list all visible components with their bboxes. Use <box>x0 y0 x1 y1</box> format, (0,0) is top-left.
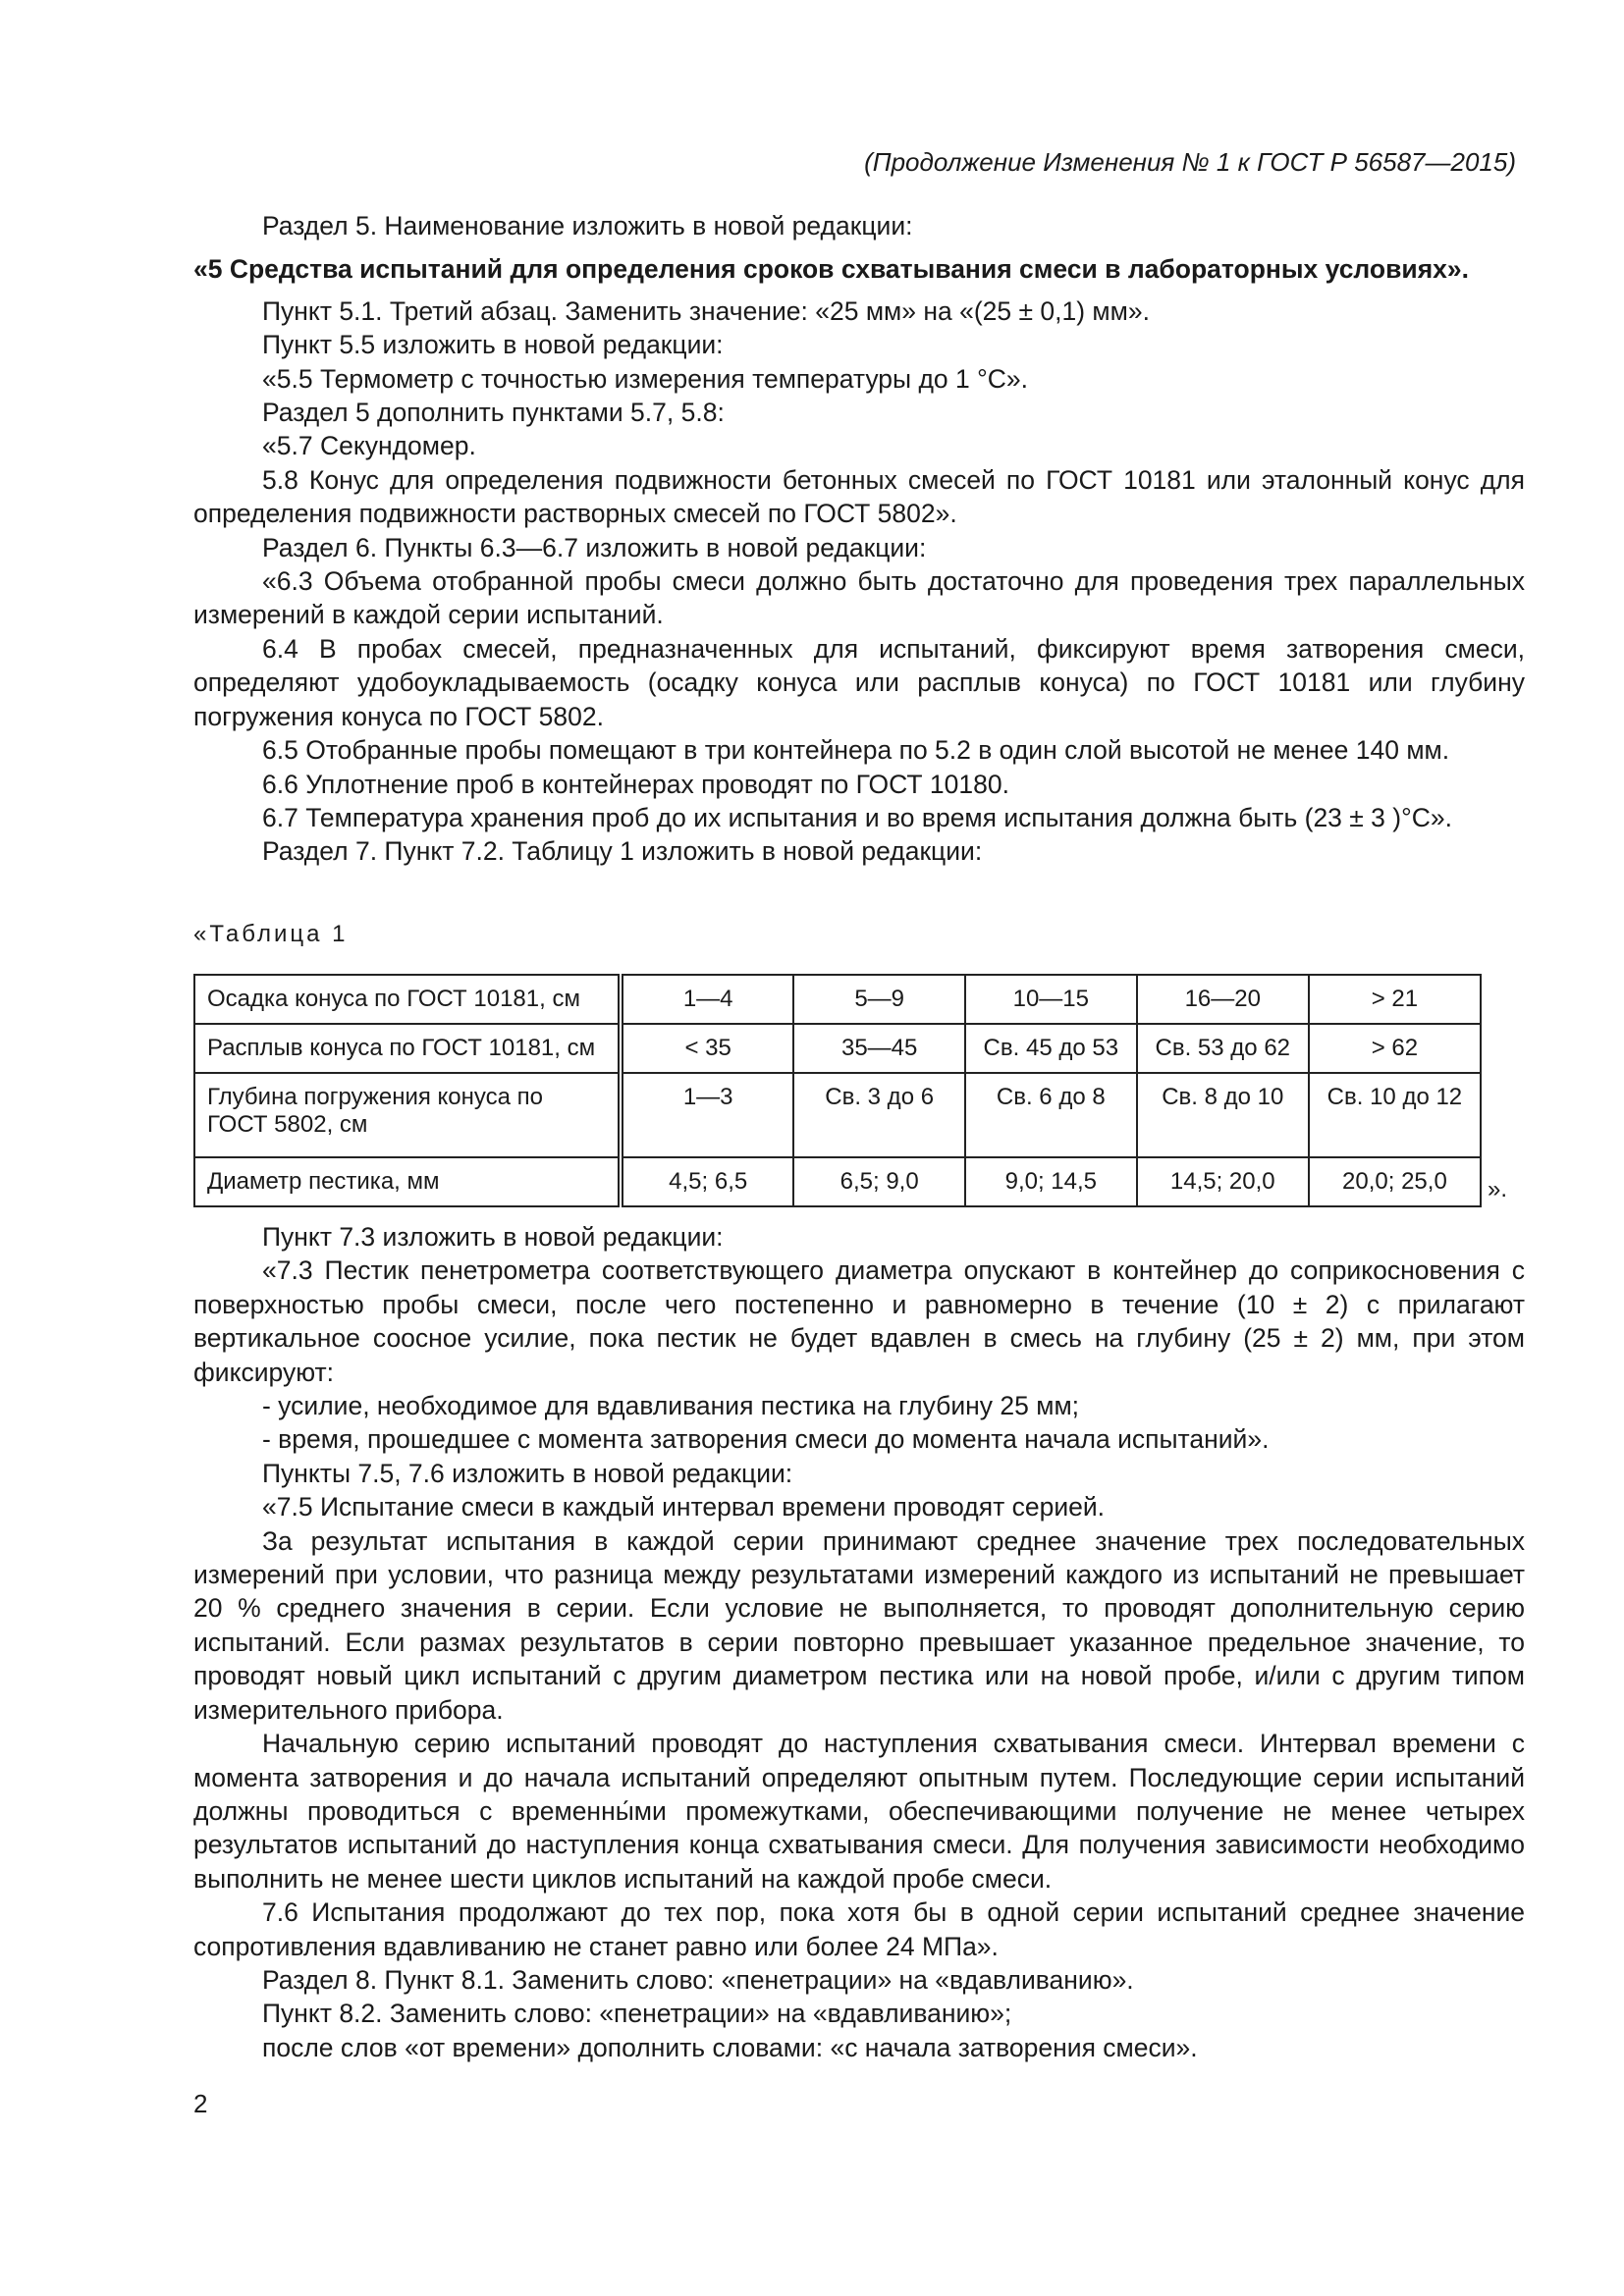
paragraph: после слов «от времени» дополнить словами: «с начала затворения смеси». <box>262 2032 1198 2062</box>
table-cell: 10—15 <box>965 975 1137 1024</box>
paragraph: «7.3 Пестик пенетрометра соответствующего диаметра опускают в контейнер до соприкосновения с поверхностью пробы смеси, после чего постепенно и равномерно в течение (10 ± 2) с прилагают вертикальное соосное усилие, пока пестик не будет вдавлен в смесь на глубину (25 ± 2) мм, при этом фиксируют: <box>193 1255 1525 1387</box>
table-cell: 1—4 <box>621 975 793 1024</box>
table-row <box>194 1157 1481 1206</box>
paragraph: «7.5 Испытание смеси в каждый интервал времени проводят серией. <box>262 1492 1106 1522</box>
paragraph: 6.5 Отобранные пробы помещают в три контейнера по 5.2 в один слой высотой не менее 140 мм. <box>262 735 1450 766</box>
paragraph: Пункт 7.3 изложить в новой редакции: <box>262 1222 724 1252</box>
table-row <box>194 1073 1481 1157</box>
paragraph: Пункт 5.1. Третий абзац. Заменить значение: «25 мм» на «(25 ± 0,1) мм». <box>262 295 1150 326</box>
paragraph: 7.6 Испытания продолжают до тех пор, пока хотя бы в одной серии испытаний среднее значение сопротивления вдавливанию не станет равно или более 24 МПа». <box>193 1897 1525 1961</box>
table-cell: 5—9 <box>793 975 964 1024</box>
table-cell: Св. 6 до 8 <box>965 1073 1137 1157</box>
table-cell: 9,0; 14,5 <box>965 1157 1137 1206</box>
table-cell: Св. 8 до 10 <box>1137 1073 1309 1157</box>
table-cell: Св. 45 до 53 <box>965 1024 1137 1073</box>
paragraph: «5.7 Секундомер. <box>262 431 476 461</box>
paragraph: - усилие, необходимое для вдавливания пестика на глубину 25 мм; <box>262 1391 1080 1421</box>
paragraph: 6.7 Температура хранения проб до их испытания и во время испытания должна быть (23 ± 3 )°С». <box>262 802 1452 832</box>
body-text-part2 <box>193 1220 1525 2064</box>
paragraph: 5.8 Конус для определения подвижности бетонных смесей по ГОСТ 10181 или эталонный конус для определения подвижности растворных смесей по ГОСТ 5802». <box>193 464 1525 529</box>
page-number: 2 <box>193 2089 208 2118</box>
table-cell: > 62 <box>1309 1024 1481 1073</box>
table-cell: < 35 <box>621 1024 793 1073</box>
body-text-part1 <box>193 209 1525 869</box>
paragraph: «6.3 Объема отобранной пробы смеси должно быть достаточно для проведения трех параллельных измерений в каждой серии испытаний. <box>193 566 1525 630</box>
table-cell: 20,0; 25,0 <box>1309 1157 1481 1206</box>
row-header: Осадка конуса по ГОСТ 10181, см <box>194 975 621 1024</box>
data-table <box>193 974 1482 1207</box>
paragraph: Раздел 7. Пункт 7.2. Таблицу 1 изложить в новой редакции: <box>262 836 983 867</box>
paragraph: За результат испытания в каждой серии принимают среднее значение трех последовательных измерений при условии, что разница между результатами измерений каждого из испытаний не превышает 20 % среднего значения в серии. Если условие не выполняется, то проводят дополнительную серию испытаний. Если размах результатов в серии повторно превышает указанное предельное значение, то проводят новый цикл испытаний с другим диаметром пестика или на новой пробе, и/или с другим типом измерительного прибора. <box>193 1525 1525 1725</box>
table-cell: 35—45 <box>793 1024 964 1073</box>
paragraph: Раздел 6. Пункты 6.3—6.7 изложить в новой редакции: <box>262 532 927 562</box>
table-cell: Св. 3 до 6 <box>793 1073 964 1157</box>
paragraph: Пункт 8.2. Заменить слово: «пенетрации» на «вдавливанию»; <box>262 1999 1012 2029</box>
table-cell: > 21 <box>1309 975 1481 1024</box>
row-header: Расплыв конуса по ГОСТ 10181, см <box>194 1024 621 1073</box>
table-row <box>194 1024 1481 1073</box>
paragraph: Пункт 5.5 изложить в новой редакции: <box>262 330 724 360</box>
paragraph: «5.5 Термометр с точностью измерения температуры до 1 °С». <box>262 363 1028 394</box>
table-cell: 16—20 <box>1137 975 1309 1024</box>
paragraph: Раздел 5. Наименование изложить в новой редакции: <box>262 211 913 240</box>
table-cell: Св. 53 до 62 <box>1137 1024 1309 1073</box>
paragraph: Пункты 7.5, 7.6 изложить в новой редакции: <box>262 1458 793 1488</box>
paragraph: Начальную серию испытаний проводят до наступления схватывания смеси. Интервал времени с момента затворения и до начала испытаний определяют опытным путем. Последующие серии испытаний должны проводиться с временны́ми промежутками, обеспечивающими получение не менее четырех результатов испытаний до наступления конца схватывания смеси. Для получения зависимости необходимо выполнить не менее шести циклов испытаний на каждой пробе смеси. <box>193 1729 1525 1894</box>
paragraph: Раздел 8. Пункт 8.1. Заменить слово: «пенетрации» на «вдавливанию». <box>262 1964 1134 1995</box>
table-cell: 14,5; 20,0 <box>1137 1157 1309 1206</box>
table-cell: 1—3 <box>621 1073 793 1157</box>
table-caption: «Таблица 1 <box>193 921 349 947</box>
table-cell: 4,5; 6,5 <box>621 1157 793 1206</box>
row-header: Глубина погружения конуса по ГОСТ 5802, см <box>194 1073 621 1157</box>
section-title-bold: «5 Средства испытаний для определения сроков схватывания смеси в лабораторных условиях». <box>193 254 1469 285</box>
table-end-mark: ». <box>1488 1176 1508 1202</box>
paragraph: 6.6 Уплотнение проб в контейнерах проводят по ГОСТ 10180. <box>262 769 1009 799</box>
table-cell: Св. 10 до 12 <box>1309 1073 1481 1157</box>
paragraph: 6.4 В пробах смесей, предназначенных для испытаний, фиксируют время затворения смеси, определяют удобоукладываемость (осадку конуса или расплыв конуса) по ГОСТ 10181 или глубину погружения конуса по ГОСТ 5802. <box>193 633 1525 731</box>
table-row <box>194 975 1481 1024</box>
paragraph: - время, прошедшее с момента затворения смеси до момента начала испытаний». <box>262 1424 1270 1455</box>
table-cell: 6,5; 9,0 <box>793 1157 964 1206</box>
row-header: Диаметр пестика, мм <box>194 1157 621 1206</box>
page-header: (Продолжение Изменения № 1 к ГОСТ Р 56587—2015) <box>864 147 1516 177</box>
paragraph: Раздел 5 дополнить пунктами 5.7, 5.8: <box>262 398 725 428</box>
